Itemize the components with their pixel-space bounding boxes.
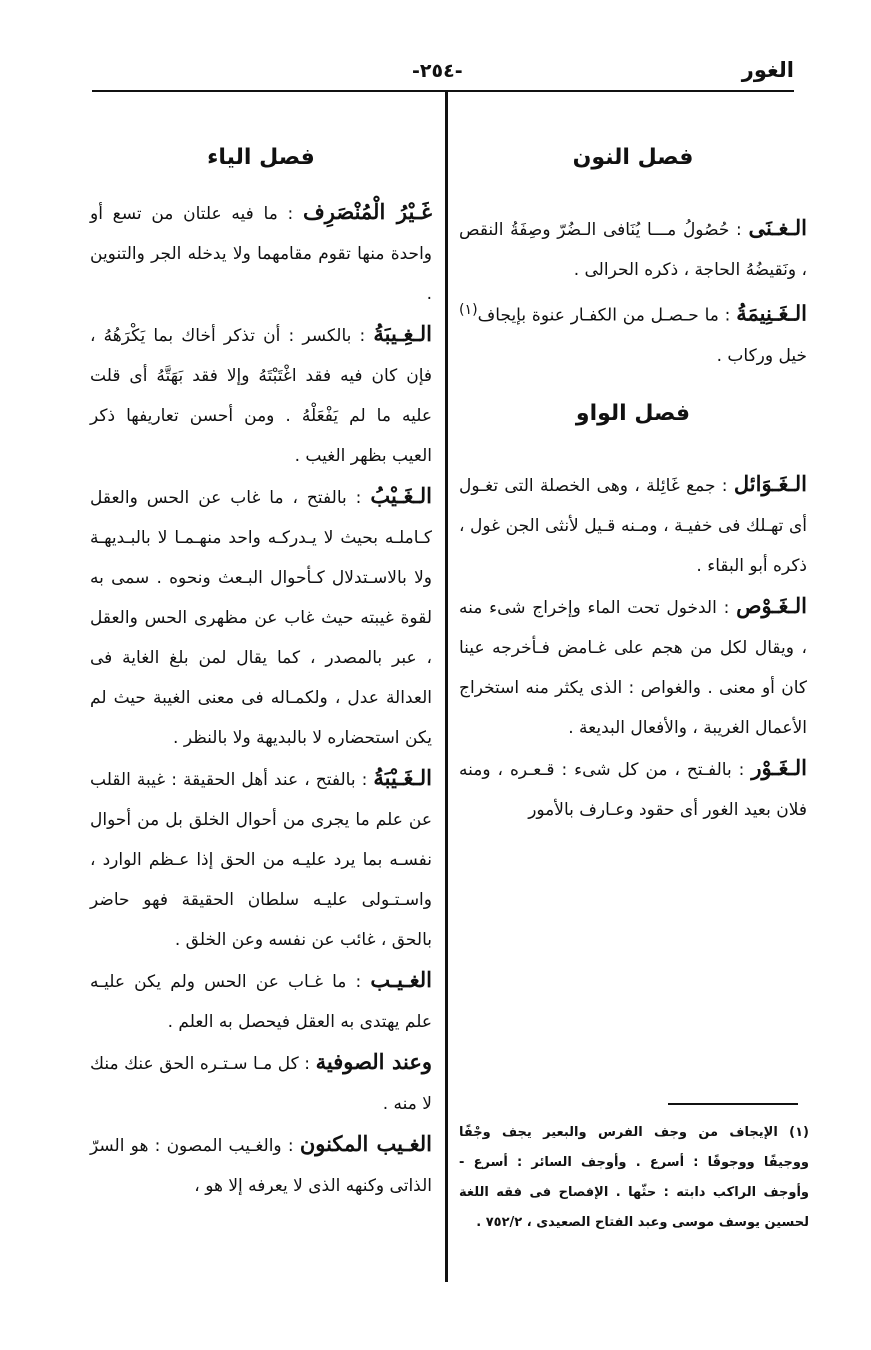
term-ghayb-maknun: الغـيب المكنون	[299, 1131, 432, 1156]
definition-sufi: : كل مـا سـتـره الحق عنك منك لا منه .	[90, 1054, 432, 1114]
term-ghayb: الـغَـيْبُ	[370, 483, 432, 508]
entry-ghina	[459, 208, 807, 290]
spacer	[459, 448, 807, 464]
spacer	[459, 192, 807, 208]
term-ghaws: الـغَـوْص	[736, 592, 807, 618]
definition-ghaws: : الدخول تحت الماء وإخراج شىء منه ، ويقال لكل من هجم على غـامض فـأخرجه عينا كان أو معنى . والغواص : الذى يكثر منه استخراج الأعمال الغريبة ، والأفعال البديعة .	[459, 597, 807, 738]
definition-ghanima-tail: خيل وركاب .	[716, 345, 807, 366]
footnote: (١) الإيجاف من وجف الفرس والبعير يجف وجْفًا ووجيفًا ووجوفًا : أسرع . وأوجف السائر : أسرع - وأوجف الراكب دابته : حثّها . الإفصاح فى فقه اللغة لحسين يوسف موسى وعبد الفتاح الصعيدى ، ٧٥٢/٢ .	[459, 1125, 809, 1230]
term-ghayb-2: الغـيـب	[370, 967, 433, 992]
running-title: الغور	[741, 58, 794, 82]
entry-ghayb-2	[90, 960, 432, 1042]
entry-ghanima	[459, 290, 807, 376]
entry-ghawr	[459, 748, 807, 830]
term-ghayba: الـغَـيْبَةُ	[373, 765, 432, 790]
definition-ghayr-munsarif: : ما فيه علتان من تسع أو واحدة منها تقوم مقامهما ولا يدخله الجر والتنوين .	[90, 204, 432, 304]
footnote-marker: (١)	[459, 302, 478, 318]
entry-ghayb	[90, 476, 432, 758]
running-head	[92, 58, 794, 88]
entry-ghiba	[90, 314, 432, 476]
left-column	[90, 120, 432, 1206]
entry-sufi	[90, 1042, 432, 1124]
term-ghiba: الـغِـيبَةُ	[373, 321, 432, 346]
right-column	[459, 120, 807, 830]
definition-ghina: : حُصُولُ مـــا يُنَافى الـضُرّ وصِفَةُ النقص ، ونَقيضُهُ الحاجة ، ذكره الحرالى .	[459, 220, 807, 280]
term-ghawr: الـغَـوْر	[751, 754, 807, 780]
section-heading-ya: فصل الياء	[207, 145, 315, 170]
definition-ghanima: : ما حـصـل من الكفـار عنوة بإيجاف	[477, 305, 731, 326]
entry-ghaws	[459, 586, 807, 748]
term-ghawail: الـغَـوَائل	[733, 470, 807, 496]
section-heading-noon: فصل النون	[572, 145, 694, 170]
term-ghina: الـغـنَى	[748, 215, 808, 240]
header-rule	[92, 90, 794, 92]
definition-ghayba: : بالفتح ، عند أهل الحقيقة : غيبة القلب عن علم ما يجرى من أحوال الخلق بل من أحوال نفسـه بما يرد عليـه من الحق إذا عـظم الوارد ، واسـتـولى عليـه سلطان الحقيقة فهو حاضر بالحق ، غائب عن نفسه وعن الخلق .	[90, 770, 432, 950]
column-divider	[445, 92, 448, 1282]
section-heading-waw: فصل الواو	[575, 400, 691, 426]
definition-ghayb-2: : ما غـاب عن الحس ولم يكن عليـه علم يهتدى به العقل فيحصل به العلم .	[90, 972, 432, 1032]
definition-ghayb: : بالفتح ، ما غاب عن الحس والعقل كـاملـه بحيث لا يـدركـه واحد منهـمـا لا بالبـديهـة ولا بالاسـتدلال كـأحوال البـعث ونحوه . سمى به لقوة غيبته حيث غاب عن مظهرى الحس والعقل ، عبر بالمصدر ، كما يقال لمن بلغ الغاية فى العدالة عدل ، ولكمـاله فى معنى الغيبة حيث لم يكن استحضاره لا بالبديهة ولا بالنظر .	[90, 488, 432, 748]
definition-ghawr: : بالفـتح ، من كل شىء : قـعـره ، ومنه فلان بعيد الغور أى حقود وعـارف بالأمور	[459, 759, 807, 820]
term-ghayr-munsarif: غَـيْرُ الْمُنْصَرِف	[303, 199, 432, 224]
definition-ghayb-maknun: : والغـيب المصون : هو السرّ الذاتى وكنهه الذى لا يعرفه إلا هو ،	[90, 1136, 432, 1196]
entry-ghawail	[459, 464, 807, 586]
definition-ghawail: : جمع غَائِلة ، وهى الخصلة التى تغـول أى تهـلك فى خفيـة ، ومـنه قـيل لأنثى الجن غول ، ذكره أبو البقاء .	[459, 475, 807, 576]
page-number: -٢٥٤-	[412, 60, 463, 82]
entry-ghayba	[90, 758, 432, 960]
entry-ghayb-maknun	[90, 1124, 432, 1206]
term-sufi: وعند الصوفية	[315, 1049, 432, 1074]
term-ghanima: الـغَـنِيمَةُ	[736, 300, 807, 326]
footnote-rule	[668, 1103, 798, 1105]
definition-ghiba: : بالكسر : أن تذكر أخاك بما يَكْرَهُهُ ، فإن كان فيه فقد اغْتَبْتَهُ وإلا فقد بَهَتَّهُ أى قلت عليه ما لم يَفْعَلْهُ . ومن أحسن تعاريفها ذكر العيب بظهر الغيب .	[90, 326, 432, 466]
entry-ghayr-munsarif	[90, 192, 432, 314]
